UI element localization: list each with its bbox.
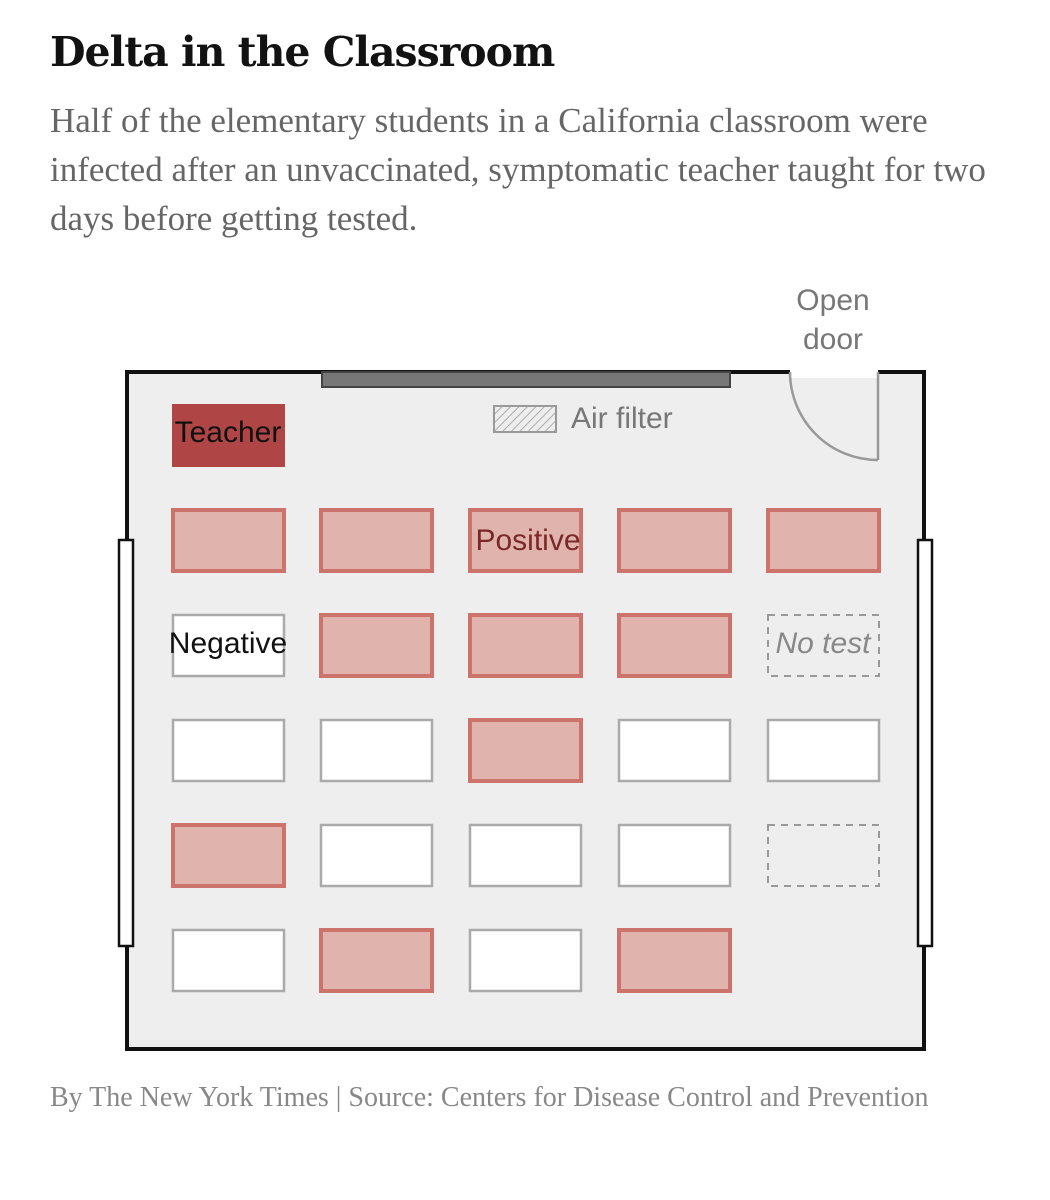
student-desk-negative — [470, 825, 581, 886]
teacher-label: Teacher — [174, 416, 282, 449]
student-desk-positive — [619, 510, 730, 571]
student-desk-negative — [470, 930, 581, 991]
right-window — [918, 540, 932, 946]
student-desk-positive — [619, 930, 730, 991]
student-desk-negative — [619, 720, 730, 781]
door-label-line2: door — [802, 323, 864, 356]
student-desk-positive — [470, 615, 581, 676]
air-filter-label: Air filter — [571, 402, 673, 435]
positive-label: Positive — [475, 524, 581, 557]
student-desk-positive — [768, 510, 879, 571]
student-desk-positive — [470, 720, 581, 781]
student-desk-negative — [768, 720, 879, 781]
no-test-label: No test — [775, 627, 871, 660]
whiteboard — [322, 372, 730, 387]
student-desk-positive — [321, 510, 432, 571]
student-desk-negative — [321, 720, 432, 781]
negative-label: Negative — [168, 627, 288, 660]
student-desk-positive — [619, 615, 730, 676]
door-label-line1: Open — [796, 284, 870, 317]
student-desk-negative — [321, 825, 432, 886]
student-desk-positive — [321, 930, 432, 991]
student-desk-negative — [619, 825, 730, 886]
student-desk-positive — [173, 825, 284, 886]
graphic-title: Delta in the Classroom — [50, 28, 555, 76]
source-credit: By The New York Times | Source: Centers for Disease Control and Prevention — [50, 1082, 929, 1113]
door-opening — [790, 366, 878, 378]
student-desk-positive — [173, 510, 284, 571]
air-filter — [494, 406, 556, 432]
left-window — [119, 540, 133, 946]
student-desk-positive — [321, 615, 432, 676]
graphic-subtitle: Half of the elementary students in a California classroom were infected after an unvaccinated, symptomatic teacher taught for two days before getting tested. — [50, 101, 986, 238]
student-desk-negative — [173, 720, 284, 781]
student-desk-negative — [173, 930, 284, 991]
